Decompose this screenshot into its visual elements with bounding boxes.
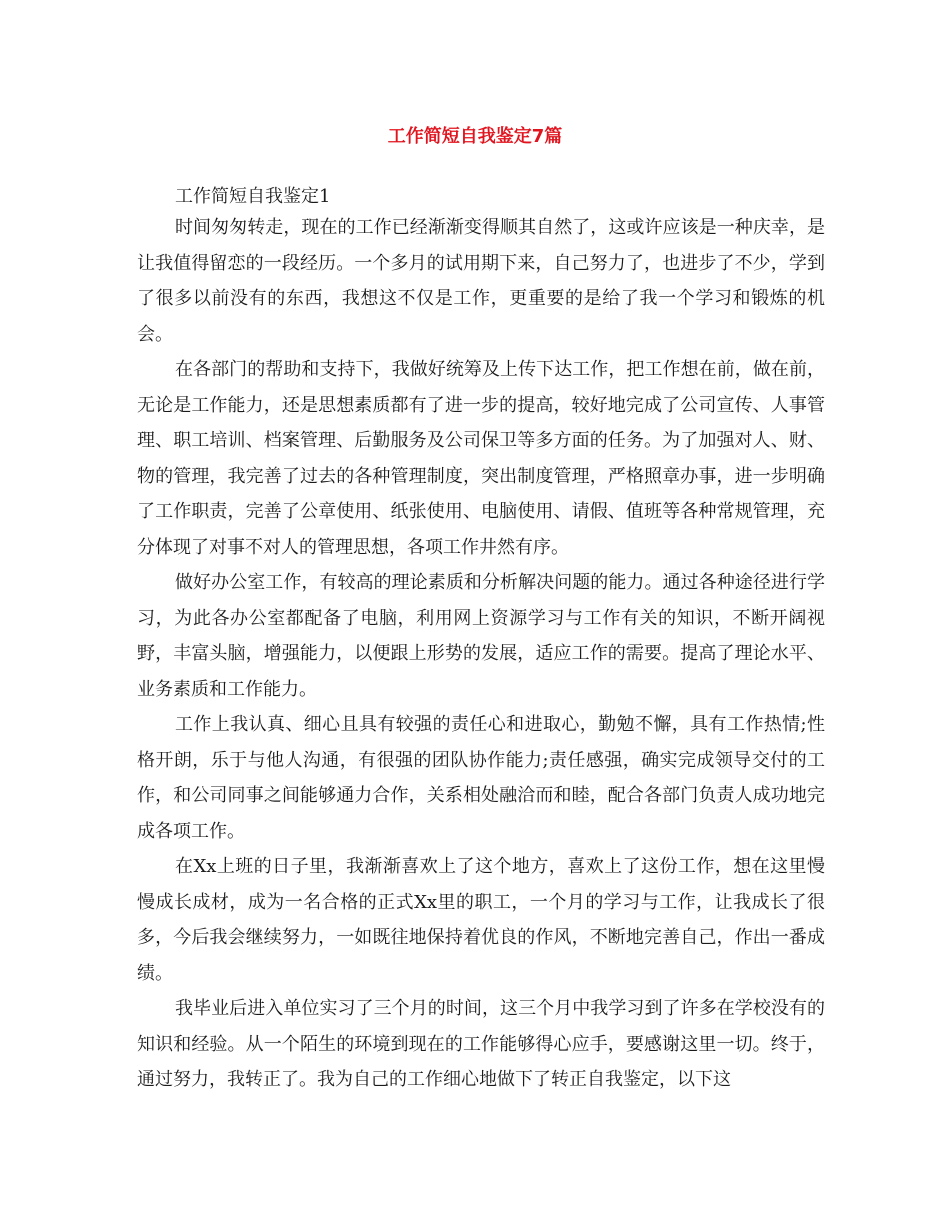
section-heading: 工作简短自我鉴定1 [175, 186, 331, 207]
paragraph-6: 我毕业后进入单位实习了三个月的时间，这三个月中我学习到了许多在学校没有的知识和经验。从一个陌生的环境到现在的工作能够得心应手，要感谢这里一切。终于，通过努力，我转正了。我为自己的工作细心地做下了转正自我鉴定，以下这 [137, 998, 825, 1090]
paragraph-4: 工作上我认真、细心且具有较强的责任心和进取心，勤勉不懈，具有工作热情;性格开朗，乐于与他人沟通，有很强的团队协作能力;责任感强，确实完成领导交付的工作，和公司同事之间能够通力合作，关系相处融洽而和睦，配合各部门负责人成功地完成各项工作。 [137, 714, 825, 842]
paragraph-3: 做好办公室工作，有较高的理论素质和分析解决问题的能力。通过各种途径进行学习，为此各办公室都配备了电脑，利用网上资源学习与工作有关的知识，不断开阔视野，丰富头脑，增强能力，以便跟上形势的发展，适应工作的需要。提高了理论水平、业务素质和工作能力。 [137, 572, 825, 700]
paragraph-2: 在各部门的帮助和支持下，我做好统筹及上传下达工作，把工作想在前，做在前，无论是工作能力，还是思想素质都有了进一步的提高，较好地完成了公司宣传、人事管理、职工培训、档案管理、后勤服务及公司保卫等多方面的任务。为了加强对人、财、物的管理，我完善了过去的各种管理制度，突出制度管理，严格照章办事，进一步明确了工作职责，完善了公章使用、纸张使用、电脑使用、请假、值班等各种常规管理，充分体现了对事不对人的管理思想，各项工作井然有序。 [137, 359, 825, 558]
paragraph-5: 在Xx上班的日子里，我渐渐喜欢上了这个地方，喜欢上了这份工作，想在这里慢慢成长成材，成为一名合格的正式Xx里的职工，一个月的学习与工作，让我成长了很多，今后我会继续努力，一如既往地保持着优良的作风，不断地完善自己，作出一番成绩。 [137, 856, 825, 984]
document-body [137, 184, 825, 1098]
document-title: 工作简短自我鉴定7篇 [387, 126, 563, 147]
paragraph-1: 时间匆匆转走，现在的工作已经渐渐变得顺其自然了，这或许应该是一种庆幸，是让我值得留恋的一段经历。一个多月的试用期下来，自己努力了，也进步了不少，学到了很多以前没有的东西，我想这不仅是工作，更重要的是给了我一个学习和锻炼的机会。 [137, 217, 825, 345]
